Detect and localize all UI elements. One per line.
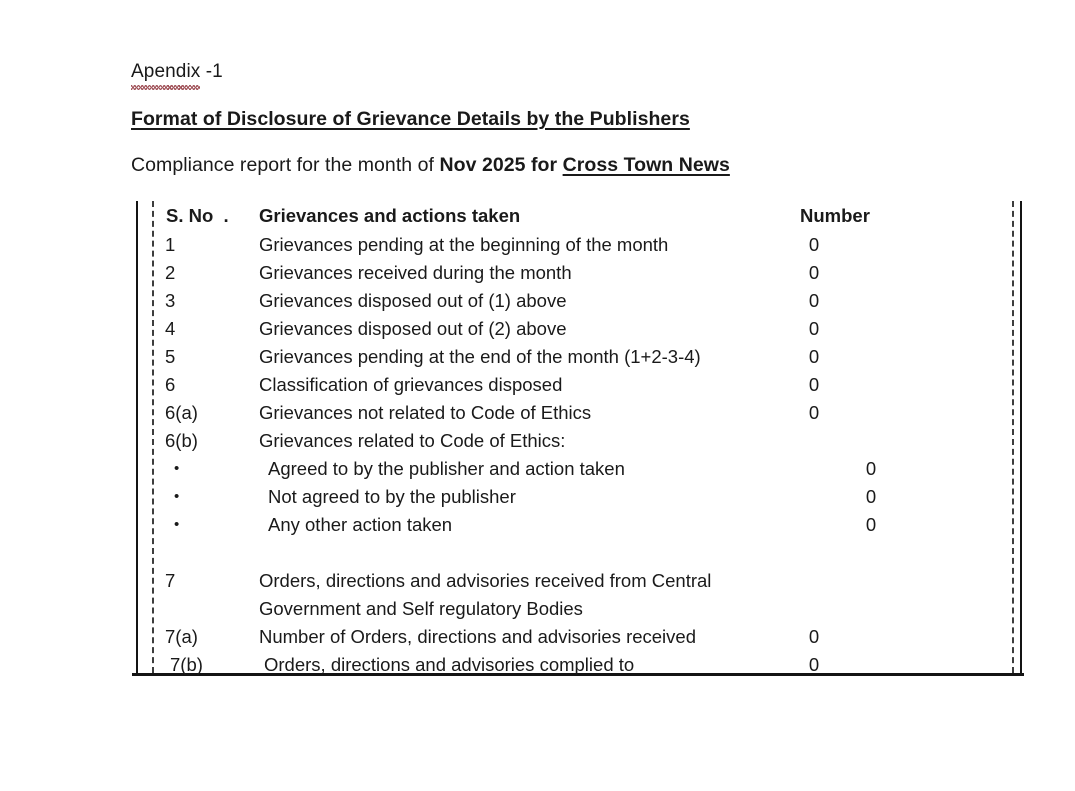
row-sno: 4 [165,318,176,339]
table-row [136,231,1020,259]
page-title: Format of Disclosure of Grievance Details by the Publishers [131,108,690,130]
row-description: Not agreed to by the publisher [268,486,516,507]
row-description: Classification of grievances disposed [259,374,563,395]
row-number: 0 [865,514,877,535]
row-description: Grievances disposed out of (1) above [259,290,567,311]
row-number: 0 [808,626,820,647]
row-number: 0 [808,318,820,339]
row-number: 0 [808,234,820,255]
appendix-label [131,58,991,86]
table-rows [136,201,1020,679]
column-header-description: Grievances and actions taken [259,205,521,226]
spellcheck-squiggle-underline [131,85,200,90]
row-description: Grievances received during the month [259,262,572,283]
compliance-prefix: Compliance report for the month of [131,154,440,176]
table-right-border [1020,201,1022,673]
table-row [136,651,1020,679]
bullet-icon: • [174,516,180,533]
row-number: 0 [808,262,820,283]
table-row [136,399,1020,427]
row-sno: 5 [165,346,176,367]
table-row [136,623,1020,651]
row-number: 0 [808,346,820,367]
row-number: 0 [808,654,820,675]
misspelled-word-apendix [131,58,200,86]
table-row [136,259,1020,287]
row-number: 0 [865,486,877,507]
table-row [136,483,1020,511]
table-row [136,455,1020,483]
compliance-publisher: Cross Town News [562,154,730,176]
compliance-period: Nov 2025 for [439,154,563,176]
column-header-number: Number [800,205,870,226]
row-sno: 7(b) [170,654,203,675]
row-description: Orders, directions and advisories complied to [264,654,635,675]
row-number: 0 [808,290,820,311]
row-sno: 7(a) [165,626,198,647]
appendix-suffix: -1 [200,61,223,82]
table-row [136,315,1020,343]
row-description: Number of Orders, directions and advisories received [259,626,696,647]
row-sno: 6(a) [165,402,198,423]
row-number: 0 [808,374,820,395]
row-number: 0 [865,458,877,479]
table-header-row [136,201,1020,231]
table-row [136,567,1020,595]
row-sno: 2 [165,262,176,283]
table-spacer-row [136,539,1020,567]
table-row [136,287,1020,315]
table-row-continuation [136,595,1020,623]
row-description: Grievances pending at the beginning of the month [259,234,669,255]
grievance-table [136,201,1024,675]
row-description: Grievances pending at the end of the month (1+2-3-4) [259,346,701,367]
bullet-icon: • [174,488,180,505]
appendix-word: Apendix [131,61,201,82]
column-header-sno: S. No . [166,205,229,226]
table-row [136,371,1020,399]
row-description: Grievances not related to Code of Ethics [259,402,592,423]
document-heading-block [131,58,991,176]
row-description: Agreed to by the publisher and action taken [268,458,625,479]
table-row [136,511,1020,539]
row-sno: 7 [165,570,176,591]
bullet-icon: • [174,460,180,477]
row-description: Grievances disposed out of (2) above [259,318,567,339]
row-sno: 1 [165,234,176,255]
table-row [136,343,1020,371]
row-sno: 3 [165,290,176,311]
table-row [136,427,1020,455]
row-description: Any other action taken [268,514,453,535]
row-description-continued: Government and Self regulatory Bodies [259,598,583,619]
row-number: 0 [808,402,820,423]
row-sno: 6(b) [165,430,198,451]
row-sno: 6 [165,374,176,395]
row-description: Orders, directions and advisories received from Central [259,570,712,591]
compliance-report-line [131,154,730,177]
row-description: Grievances related to Code of Ethics: [259,430,566,451]
